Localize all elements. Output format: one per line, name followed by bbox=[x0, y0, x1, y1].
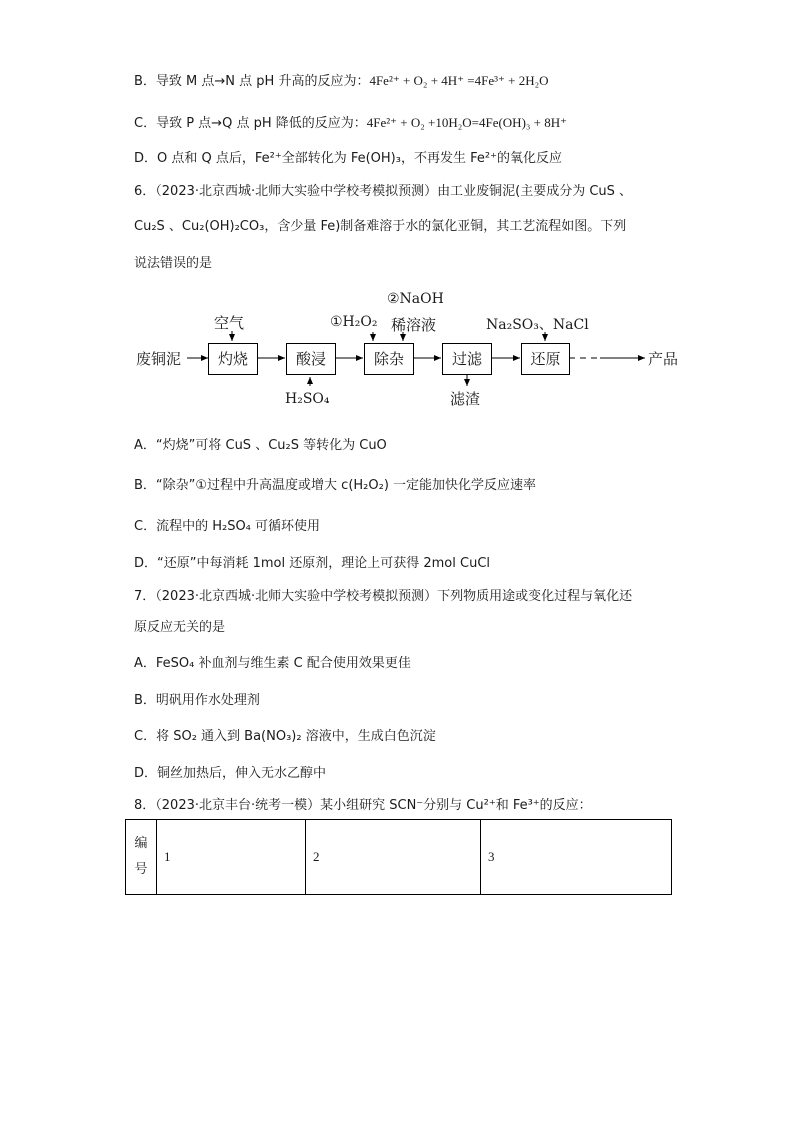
q6-stem-line1: 6．（2023·北京西城·北师大实验中学校考模拟预测）由工业废铜泥(主要成分为 CuS 、 bbox=[134, 184, 633, 199]
flow-reagent-naoh: ②NaOH bbox=[387, 291, 444, 307]
flow-box-impurity-removal: 除杂 bbox=[364, 343, 414, 375]
q7-option-a: A．FeSO₄ 补血剂与维生素 C 配合使用效果更佳 bbox=[134, 656, 411, 671]
table-cell-1: 1 bbox=[157, 820, 306, 895]
flow-box-reduction: 还原 bbox=[521, 343, 570, 375]
q6-option-b: B．“除杂”①过程中升高温度或增大 c(H₂O₂) 一定能加快化学反应速率 bbox=[134, 478, 537, 493]
option-c-text: C．导致 P 点→Q 点 pH 降低的反应为： bbox=[134, 116, 367, 131]
option-b-line bbox=[134, 72, 549, 91]
q6-option-c: C．流程中的 H₂SO₄ 可循环使用 bbox=[134, 519, 321, 534]
table-header-label: 编号 bbox=[134, 836, 148, 877]
table-cell-3: 3 bbox=[481, 820, 672, 895]
flow-reduce-reagents: Na₂SO₃、NaCl bbox=[486, 317, 589, 333]
table-row bbox=[126, 820, 672, 895]
table-cell-2: 2 bbox=[306, 820, 481, 895]
option-b-equation: 4Fe²⁺ + O₂ + 4H⁺ =4Fe³⁺ + 2H₂O bbox=[369, 73, 549, 88]
q6-stem-line3: 说法错误的是 bbox=[134, 256, 213, 271]
flow-product-label: 产品 bbox=[648, 350, 679, 368]
option-c-equation: 4Fe²⁺ + O₂ +10H₂O=4Fe(OH)₃ + 8H⁺ bbox=[366, 115, 568, 130]
flow-filter-residue: 滤渣 bbox=[450, 390, 481, 408]
option-d-line: D．O 点和 Q 点后，Fe²⁺全部转化为 Fe(OH)₃，不再发生 Fe²⁺的氧化反应 bbox=[134, 151, 562, 166]
table-header-cell bbox=[126, 820, 157, 895]
q6-stem-line2: Cu₂S 、Cu₂(OH)₂CO₃，含少量 Fe)制备难溶于水的氯化亚铜，其工艺流程如图。下列 bbox=[134, 219, 627, 234]
q7-option-c: C．将 SO₂ 通入到 Ba(NO₃)₂ 溶液中，生成白色沉淀 bbox=[134, 729, 436, 744]
flow-input-label: 废铜泥 bbox=[136, 350, 182, 368]
q8-experiment-table bbox=[125, 819, 672, 895]
flow-reagent-h2o2: ①H₂O₂ bbox=[330, 314, 378, 330]
flow-box-roast: 灼烧 bbox=[208, 343, 258, 375]
flow-box-filter: 过滤 bbox=[442, 343, 492, 375]
flow-reagent-naoh-dilute: 稀溶液 bbox=[391, 316, 437, 334]
q7-stem-line1: 7．（2023·北京西城·北师大实验中学校考模拟预测）下列物质用途或变化过程与氧化还 bbox=[134, 589, 633, 604]
option-b-text: B．导致 M 点→N 点 pH 升高的反应为： bbox=[134, 74, 370, 89]
option-c-line bbox=[134, 114, 567, 133]
flow-box-acid-leach: 酸浸 bbox=[286, 343, 336, 375]
q7-option-d: D．铜丝加热后，伸入无水乙醇中 bbox=[134, 766, 327, 781]
q6-option-a: A．“灼烧”可将 CuS 、Cu₂S 等转化为 CuO bbox=[134, 438, 387, 453]
q6-option-d: D．“还原”中每消耗 1mol 还原剂，理论上可获得 2mol CuCl bbox=[134, 556, 491, 571]
flow-air-label: 空气 bbox=[214, 314, 245, 332]
q8-stem: 8．（2023·北京丰台·统考一模）某小组研究 SCN⁻分别与 Cu²⁺和 Fe³⁺的反应： bbox=[134, 798, 592, 813]
q7-stem-line2: 原反应无关的是 bbox=[134, 620, 226, 635]
flow-acid-label: H₂SO₄ bbox=[285, 391, 330, 407]
q7-option-b: B．明矾用作水处理剂 bbox=[134, 693, 260, 708]
